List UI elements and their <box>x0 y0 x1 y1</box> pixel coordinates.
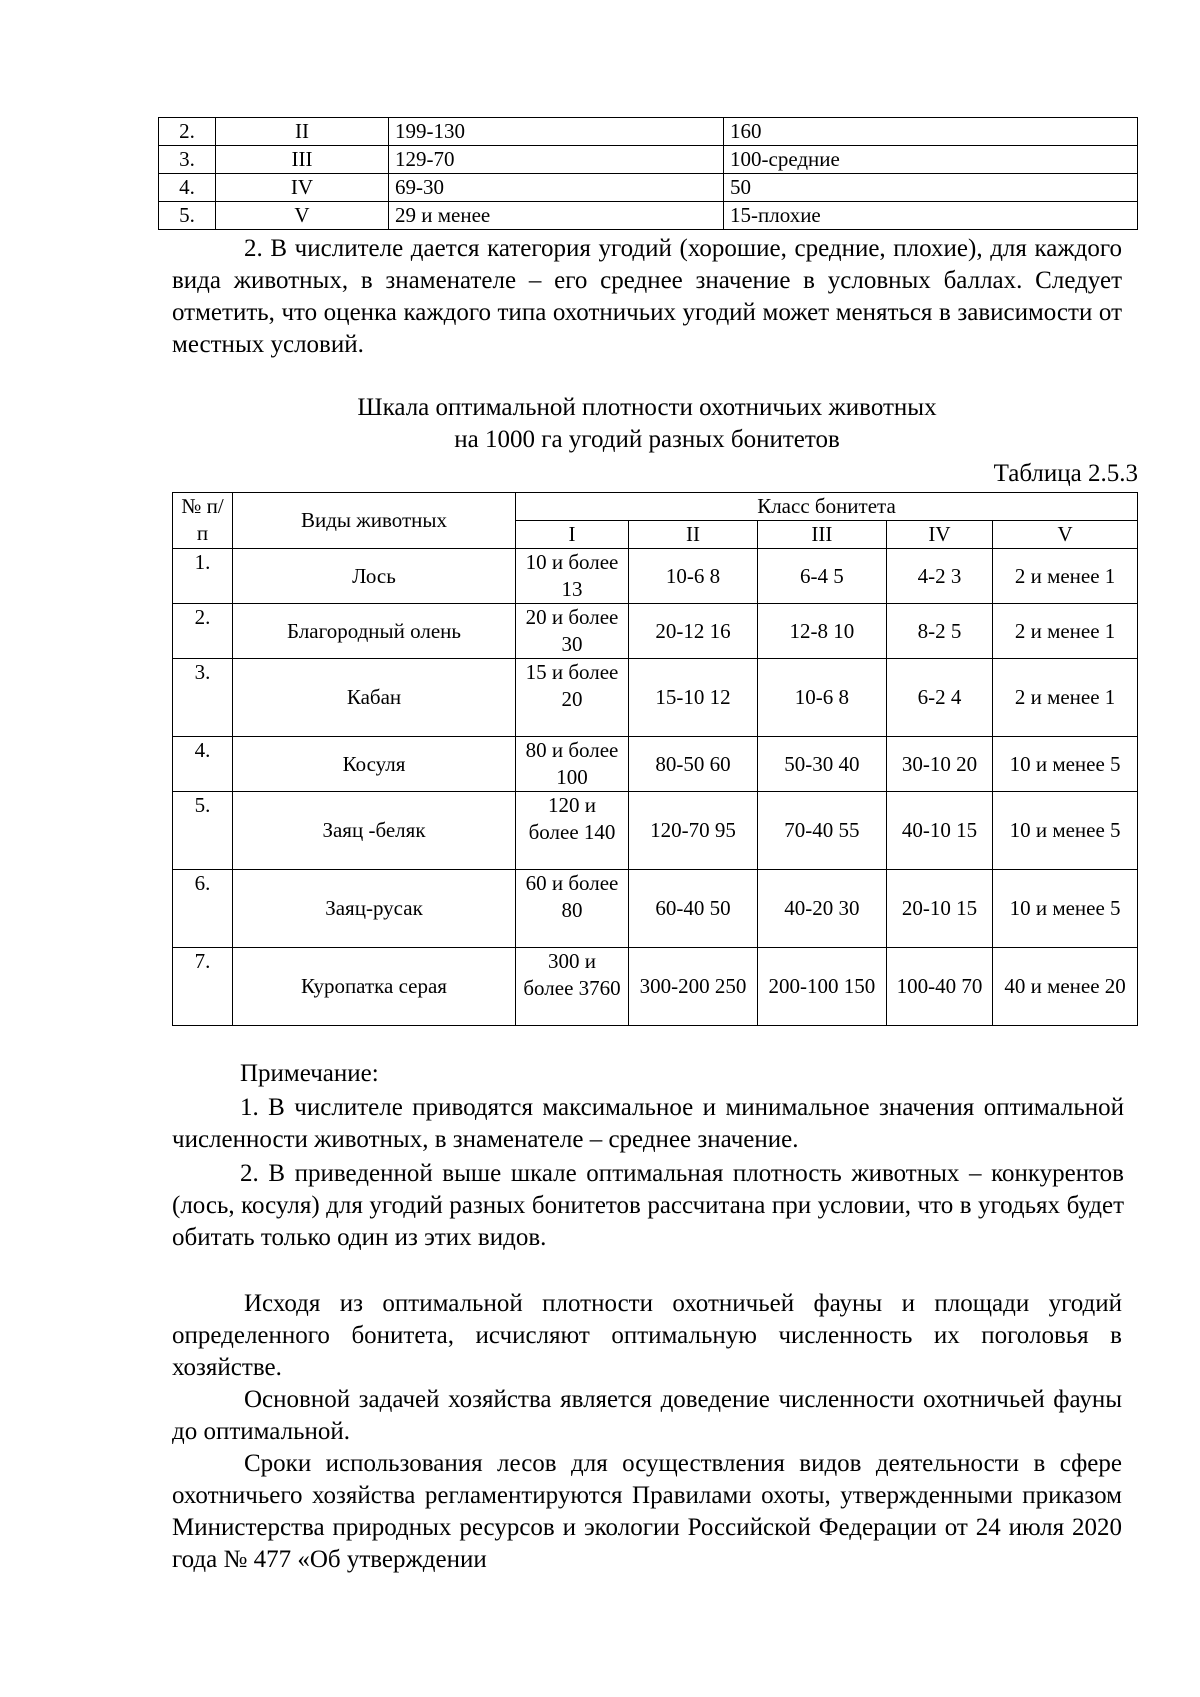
top-table-row <box>159 118 1138 146</box>
density-cell-class-3: 200-100 150 <box>757 948 886 1026</box>
class-header-3: III <box>757 521 886 549</box>
species-name: Косуля <box>233 737 516 792</box>
top-table-cell-range: 69-30 <box>389 174 724 202</box>
top-table-cell-range: 129-70 <box>389 146 724 174</box>
density-cell-class-5: 10 и менее 5 <box>993 792 1138 870</box>
density-table <box>172 492 1138 1026</box>
density-row <box>173 737 1138 792</box>
top-table-cell-value: 50 <box>724 174 1138 202</box>
top-table-cell-n: 4. <box>159 174 216 202</box>
row-number: 3. <box>173 659 233 737</box>
density-cell-class-1: 15 и более 20 <box>516 659 629 737</box>
top-table-cell-n: 3. <box>159 146 216 174</box>
density-cell-class-2: 80-50 60 <box>629 737 758 792</box>
table-label: Таблица 2.5.3 <box>993 460 1138 487</box>
density-cell-class-5: 40 и менее 20 <box>993 948 1138 1026</box>
density-cell-class-5: 2 и менее 1 <box>993 549 1138 604</box>
density-row <box>173 870 1138 948</box>
class-header-5: V <box>993 521 1138 549</box>
table-title-line1: Шкала оптимальной плотности охотничьих животных <box>357 394 937 421</box>
note-top: 2. В числителе дается категория угодий (хорошие, средние, плохие), для каждого вида животных, в знаменателе – его среднее значение в условных баллах. Следует отметить, что оценка каждого типа охотничьих угодий может меняться в зависимости от местных условий. <box>172 235 1122 358</box>
species-name: Заяц-русак <box>233 870 516 948</box>
header-class: Класс бонитета <box>516 493 1138 521</box>
density-cell-class-5: 2 и менее 1 <box>993 604 1138 659</box>
table-title-line2: на 1000 га угодий разных бонитетов <box>454 426 840 453</box>
top-table-row <box>159 146 1138 174</box>
density-cell-class-3: 50-30 40 <box>757 737 886 792</box>
row-number: 5. <box>173 792 233 870</box>
top-table-cell-cls: II <box>216 118 389 146</box>
species-name: Куропатка серая <box>233 948 516 1026</box>
density-cell-class-3: 10-6 8 <box>757 659 886 737</box>
density-cell-class-3: 6-4 5 <box>757 549 886 604</box>
density-cell-class-4: 8-2 5 <box>886 604 992 659</box>
bonitet-score-table <box>158 117 1138 230</box>
density-cell-class-4: 4-2 3 <box>886 549 992 604</box>
note-2: 2. В приведенной выше шкале оптимальная плотность животных – конкурентов (лось, косуля) для угодий разных бонитетов рассчитана при условии, что в угодьях будет обитать только один из этих видов. <box>172 1160 1124 1251</box>
density-row <box>173 549 1138 604</box>
density-cell-class-2: 60-40 50 <box>629 870 758 948</box>
species-name: Благородный олень <box>233 604 516 659</box>
density-cell-class-1: 120 и более 140 <box>516 792 629 870</box>
note-label: Примечание: <box>240 1060 379 1087</box>
density-cell-class-2: 10-6 8 <box>629 549 758 604</box>
top-table-cell-value: 100-средние <box>724 146 1138 174</box>
density-cell-class-3: 40-20 30 <box>757 870 886 948</box>
density-cell-class-4: 40-10 15 <box>886 792 992 870</box>
density-cell-class-4: 6-2 4 <box>886 659 992 737</box>
species-name: Лось <box>233 549 516 604</box>
top-table-row <box>159 202 1138 230</box>
top-table-cell-cls: III <box>216 146 389 174</box>
density-cell-class-3: 70-40 55 <box>757 792 886 870</box>
note-1: 1. В числителе приводятся максимальное и минимальное значения оптимальной численности животных, в знаменателе – среднее значение. <box>172 1094 1124 1153</box>
density-cell-class-2: 120-70 95 <box>629 792 758 870</box>
row-number: 7. <box>173 948 233 1026</box>
density-cell-class-2: 300-200 250 <box>629 948 758 1026</box>
species-name: Заяц -беляк <box>233 792 516 870</box>
class-header-4: IV <box>886 521 992 549</box>
density-row <box>173 792 1138 870</box>
header-species: Виды животных <box>233 493 516 549</box>
top-table-row <box>159 174 1138 202</box>
class-header-2: II <box>629 521 758 549</box>
density-cell-class-1: 60 и более 80 <box>516 870 629 948</box>
density-cell-class-5: 2 и менее 1 <box>993 659 1138 737</box>
header-num: № п/п <box>173 493 233 549</box>
top-table-cell-value: 15-плохие <box>724 202 1138 230</box>
density-cell-class-4: 30-10 20 <box>886 737 992 792</box>
density-cell-class-1: 10 и более 13 <box>516 549 629 604</box>
density-cell-class-5: 10 и менее 5 <box>993 870 1138 948</box>
top-table-cell-cls: IV <box>216 174 389 202</box>
density-cell-class-1: 300 и более 3760 <box>516 948 629 1026</box>
class-header-1: I <box>516 521 629 549</box>
density-row <box>173 948 1138 1026</box>
density-cell-class-4: 100-40 70 <box>886 948 992 1026</box>
density-cell-class-5: 10 и менее 5 <box>993 737 1138 792</box>
row-number: 1. <box>173 549 233 604</box>
density-cell-class-3: 12-8 10 <box>757 604 886 659</box>
top-table-cell-range: 199-130 <box>389 118 724 146</box>
top-table-cell-n: 5. <box>159 202 216 230</box>
density-row <box>173 659 1138 737</box>
row-number: 4. <box>173 737 233 792</box>
density-cell-class-1: 80 и более 100 <box>516 737 629 792</box>
density-row <box>173 604 1138 659</box>
density-cell-class-4: 20-10 15 <box>886 870 992 948</box>
density-cell-class-1: 20 и более 30 <box>516 604 629 659</box>
top-table-cell-cls: V <box>216 202 389 230</box>
paragraph-3: Сроки использования лесов для осуществления видов деятельности в сфере охотничьего хозяйства регламентируются Правилами охоты, утвержденными приказом Министерства природных ресурсов и экологии Российской Федерации от 24 июля 2020 года № 477 «Об утверждении <box>172 1450 1122 1573</box>
density-cell-class-2: 15-10 12 <box>629 659 758 737</box>
row-number: 2. <box>173 604 233 659</box>
row-number: 6. <box>173 870 233 948</box>
paragraph-2: Основной задачей хозяйства является доведение численности охотничьей фауны до оптимальной. <box>172 1386 1122 1445</box>
species-name: Кабан <box>233 659 516 737</box>
density-cell-class-2: 20-12 16 <box>629 604 758 659</box>
paragraph-1: Исходя из оптимальной плотности охотничьей фауны и площади угодий определенного бонитета, исчисляют оптимальную численность их поголовья в хозяйстве. <box>172 1290 1122 1381</box>
top-table-cell-range: 29 и менее <box>389 202 724 230</box>
top-table-cell-value: 160 <box>724 118 1138 146</box>
top-table-cell-n: 2. <box>159 118 216 146</box>
